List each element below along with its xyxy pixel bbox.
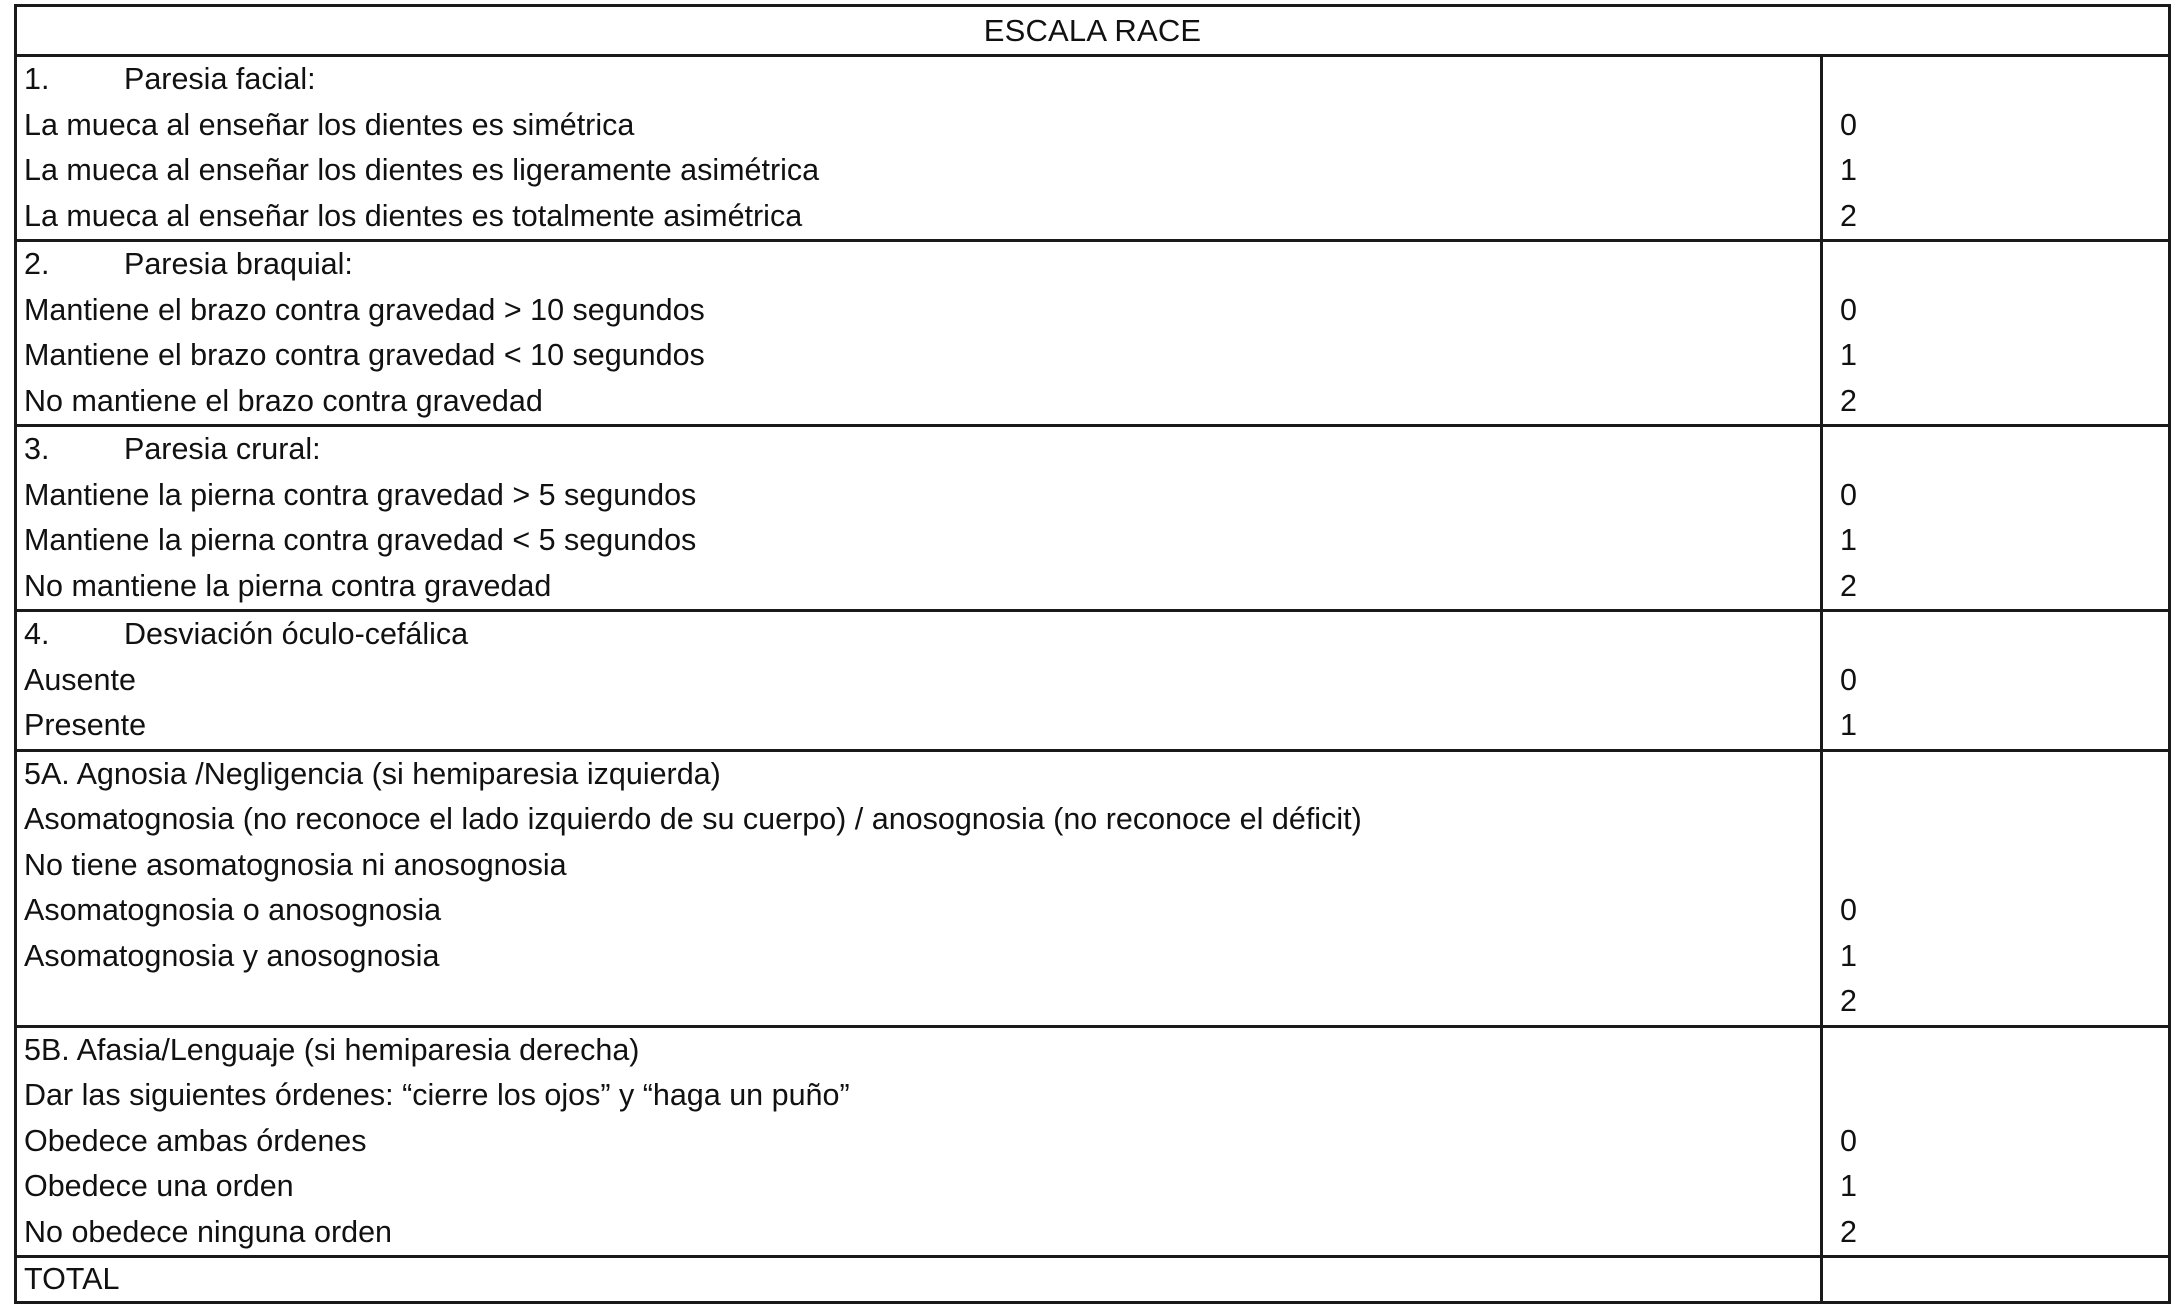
criterion-line: Asomatognosia o anosognosia (24, 893, 442, 927)
section-criteria-cell (16, 426, 1822, 611)
section-row (16, 426, 2170, 611)
criterion-line: La mueca al enseñar los dientes es simétrica (24, 107, 635, 142)
score-value: 0 (1840, 1123, 1857, 1158)
criterion-line: Asomatognosia y anosognosia (24, 938, 440, 973)
section-score-cell (1822, 611, 2170, 751)
score-spacer (1823, 752, 2168, 798)
score-value (1823, 843, 2168, 889)
score-value: 1 (1840, 338, 1857, 372)
score-value (1823, 1073, 2168, 1119)
score-value: 1 (1840, 153, 1857, 187)
score-value: 2 (1840, 383, 1857, 418)
section-heading-text: 5B. Afasia/Lenguaje (si hemiparesia derecha) (24, 1032, 640, 1067)
section-heading (17, 1028, 1820, 1074)
score-value: 1 (1840, 938, 1857, 973)
criterion-line: Mantiene la pierna contra gravedad > 5 segundos (24, 477, 697, 512)
score-value: 0 (1840, 292, 1857, 327)
score-spacer (1823, 1028, 2168, 1074)
score-value (1823, 797, 2168, 843)
section-criteria-cell (16, 1026, 1822, 1257)
criterion-line: Asomatognosia (no reconoce el lado izquierdo de su cuerpo) / anosognosia (no reconoce el déficit) (24, 802, 1362, 836)
criterion-line: No obedece ninguna orden (24, 1214, 392, 1249)
section-row (16, 56, 2170, 241)
section-row (16, 750, 2170, 1026)
section-number: 4. (24, 617, 50, 651)
criterion-line: Mantiene el brazo contra gravedad < 10 segundos (24, 338, 705, 372)
criterion-line: Mantiene el brazo contra gravedad > 10 segundos (24, 292, 705, 327)
section-row (16, 1026, 2170, 1257)
section-heading (17, 612, 1820, 658)
section-heading (17, 752, 1820, 798)
section-heading (17, 427, 1820, 473)
score-value: 2 (1840, 568, 1857, 603)
section-number: 1. (24, 62, 50, 96)
criterion-line: Obedece ambas órdenes (24, 1123, 367, 1158)
section-row (16, 241, 2170, 426)
section-score-cell (1822, 1026, 2170, 1257)
score-value: 0 (1840, 477, 1857, 512)
section-number: 3. (24, 432, 50, 466)
title-row (16, 6, 2170, 56)
criterion-line: No mantiene la pierna contra gravedad (24, 568, 552, 603)
score-spacer (1823, 612, 2168, 658)
section-heading-text: Paresia facial: (124, 62, 316, 96)
score-value: 0 (1840, 107, 1857, 142)
score-value: 2 (1840, 984, 1857, 1018)
criterion-line: No tiene asomatognosia ni anosognosia (24, 847, 567, 882)
section-heading-text: Desviación óculo-cefálica (124, 617, 469, 651)
score-value: 1 (1840, 1169, 1857, 1203)
section-score-cell (1822, 426, 2170, 611)
race-scale-document (14, 4, 2173, 1296)
score-spacer (1823, 57, 2168, 103)
race-scale-table (14, 4, 2171, 1304)
section-number: 2. (24, 247, 50, 281)
score-value: 1 (1840, 708, 1857, 742)
section-heading (17, 57, 1820, 103)
section-heading-text: Paresia braquial: (124, 247, 353, 281)
criterion-line: Mantiene la pierna contra gravedad < 5 segundos (24, 523, 697, 557)
total-label: TOTAL (24, 1262, 120, 1296)
criterion-line: Presente (24, 708, 147, 742)
score-value: 2 (1840, 1214, 1857, 1249)
score-value: 0 (1840, 893, 1857, 927)
criterion-line: La mueca al enseñar los dientes es totalmente asimétrica (24, 198, 803, 233)
score-spacer (1823, 427, 2168, 473)
score-value: 1 (1840, 523, 1857, 557)
score-value: 2 (1840, 198, 1857, 233)
criterion-line: Ausente (24, 662, 136, 697)
section-heading (17, 242, 1820, 288)
criterion-line (17, 979, 1820, 1025)
criterion-line: Obedece una orden (24, 1169, 294, 1203)
total-label-cell (16, 1257, 1822, 1303)
table-title: ESCALA RACE (16, 6, 2170, 56)
score-spacer (1823, 242, 2168, 288)
section-score-cell (1822, 241, 2170, 426)
section-heading-text: 5A. Agnosia /Negligencia (si hemiparesia izquierda) (24, 756, 721, 791)
section-criteria-cell (16, 750, 1822, 1026)
section-score-cell (1822, 750, 2170, 1026)
section-score-cell (1822, 56, 2170, 241)
criterion-line: Dar las siguientes órdenes: “cierre los ojos” y “haga un puño” (24, 1078, 850, 1112)
score-value: 0 (1840, 662, 1857, 697)
section-criteria-cell (16, 56, 1822, 241)
criterion-line: No mantiene el brazo contra gravedad (24, 383, 543, 418)
section-heading-text: Paresia crural: (124, 432, 321, 466)
total-row (16, 1257, 2170, 1303)
criterion-line: La mueca al enseñar los dientes es ligeramente asimétrica (24, 153, 820, 187)
total-value-cell (1822, 1257, 2170, 1303)
section-row (16, 611, 2170, 751)
section-criteria-cell (16, 241, 1822, 426)
section-criteria-cell (16, 611, 1822, 751)
